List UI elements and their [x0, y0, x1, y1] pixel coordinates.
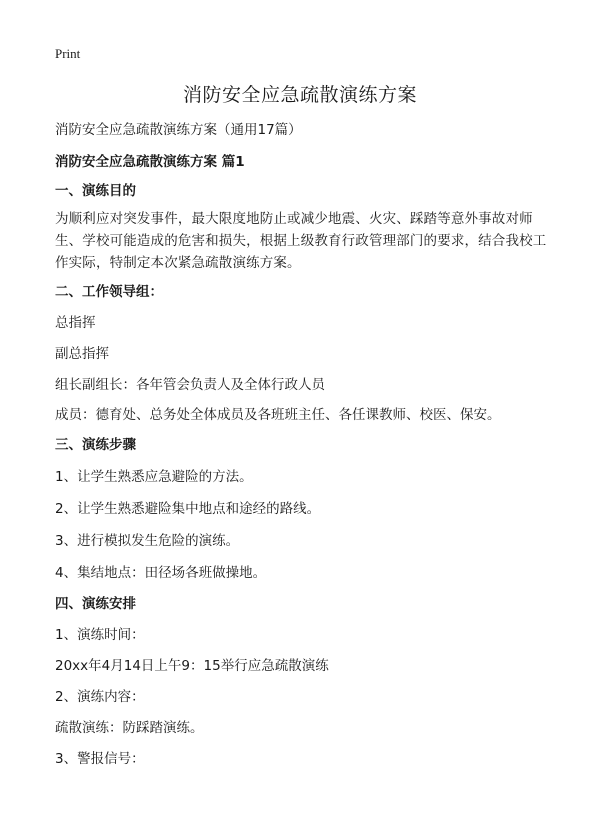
list-item: 3、警报信号： [55, 751, 145, 767]
document-subtitle: 消防安全应急疏散演练方案（通用17篇） [55, 122, 302, 138]
list-item: 总指挥 [55, 315, 96, 331]
list-item: 成员：德育处、总务处全体成员及各班班主任、各任课教师、校医、保安。 [55, 407, 501, 423]
section-paragraph-purpose: 为顺利应对突发事件，最大限度地防止或减少地震、火灾、踩踏等意外事故对师生、学校可能造成的危害和损失，根据上级教育行政管理部门的要求，结合我校工作实际，特制定本次紧急疏散演练方案。 [55, 211, 547, 271]
list-item: 1、演练时间： [55, 627, 145, 643]
section-heading-purpose: 一、演练目的 [55, 183, 136, 199]
section-heading-steps: 三、演练步骤 [55, 437, 136, 453]
list-item: 疏散演练：防踩踏演练。 [55, 720, 204, 736]
list-item: 20xx年4月14日上午9：15举行应急疏散演练 [55, 658, 329, 674]
part-heading: 消防安全应急疏散演练方案 篇1 [55, 154, 245, 170]
list-item: 2、演练内容： [55, 689, 145, 705]
list-item: 4、集结地点：田径场各班做操地。 [55, 565, 267, 581]
list-item: 1、让学生熟悉应急避险的方法。 [55, 469, 253, 485]
section-heading-arrangement: 四、演练安排 [55, 596, 136, 612]
list-item: 2、让学生熟悉避险集中地点和途经的路线。 [55, 501, 321, 517]
print-link[interactable]: Print [55, 46, 81, 61]
list-item: 3、进行模拟发生危险的演练。 [55, 533, 240, 549]
list-item: 副总指挥 [55, 346, 109, 362]
section-heading-leadership: 二、工作领导组： [55, 284, 163, 300]
list-item: 组长副组长：各年管会负责人及全体行政人员 [55, 377, 325, 393]
document-title: 消防安全应急疏散演练方案 [182, 84, 417, 106]
